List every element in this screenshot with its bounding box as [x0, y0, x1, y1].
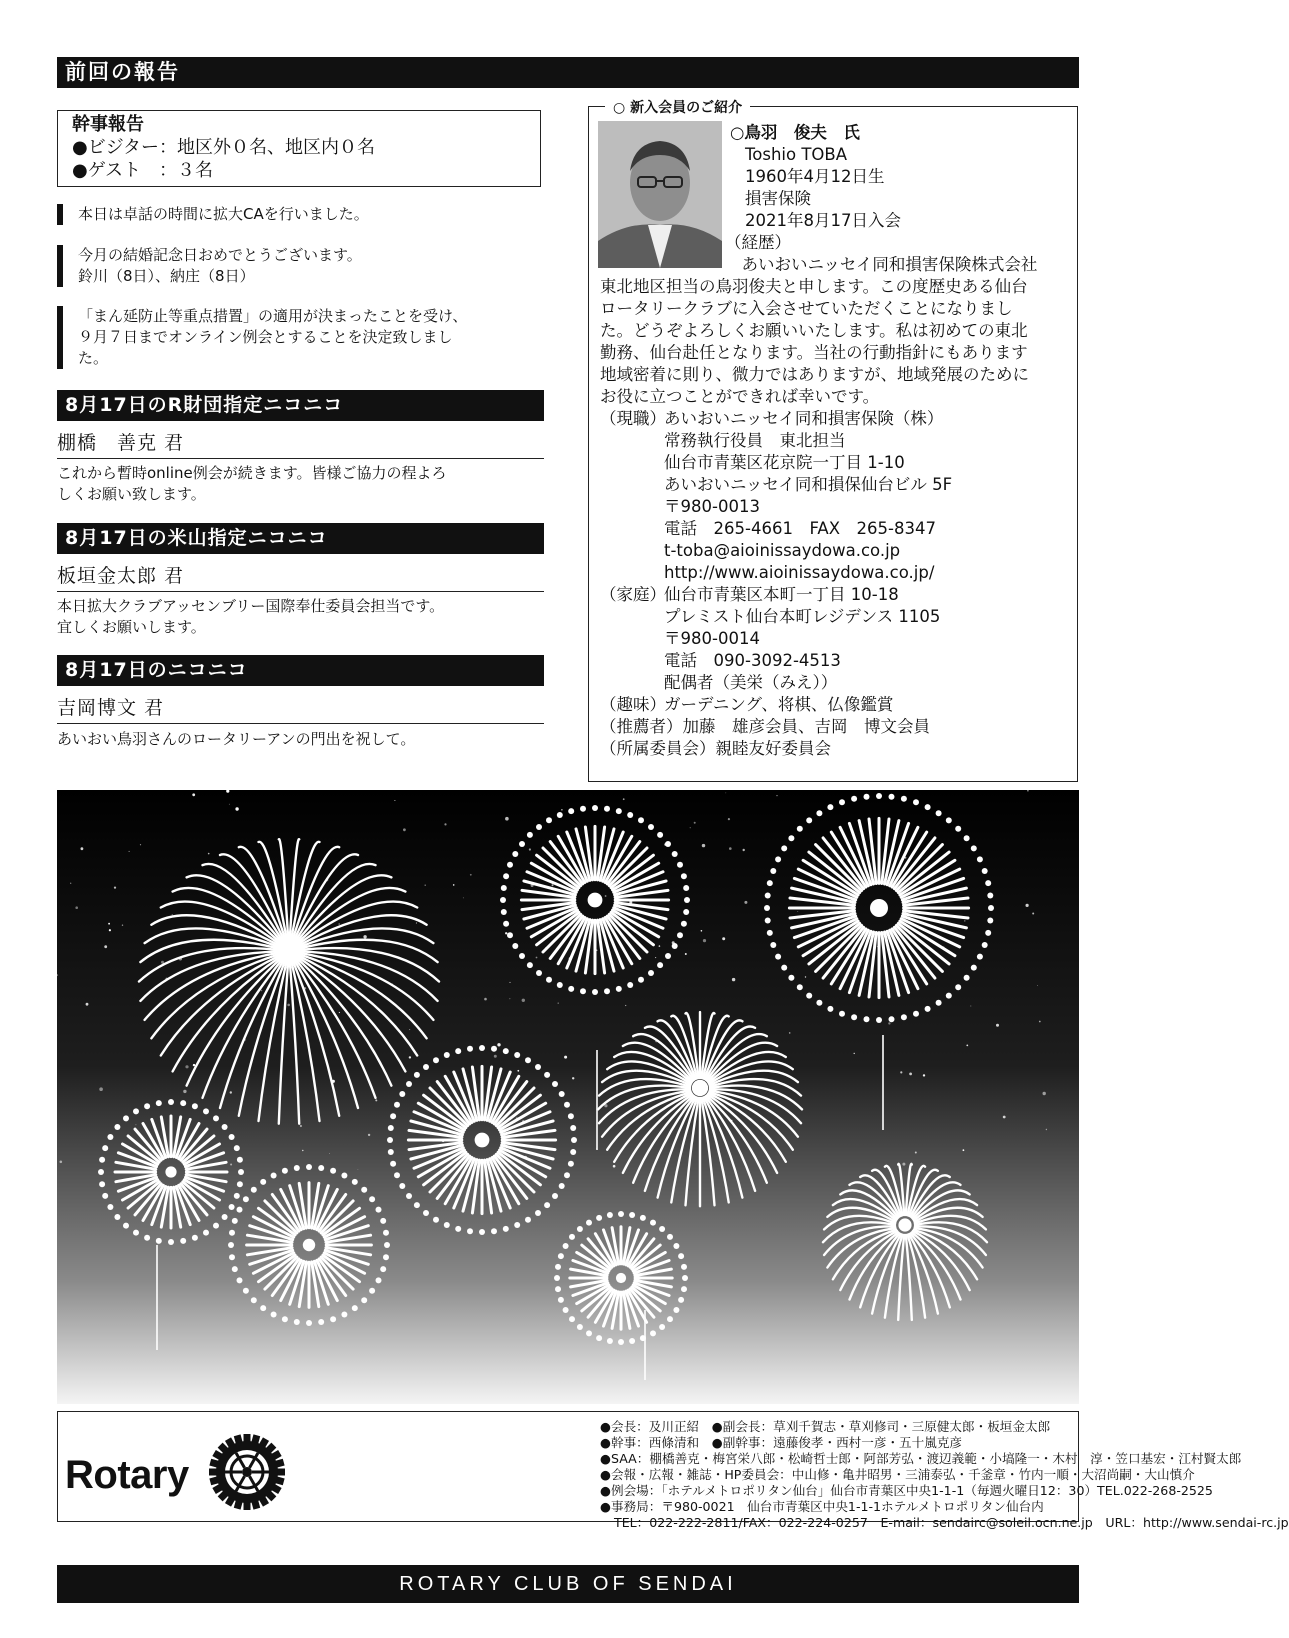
- visitor-count: ●ビジター：地区外０名、地区内０名: [72, 137, 375, 158]
- star: [114, 887, 116, 889]
- detail-value: あいおいニッセイ同和損保仙台ビル 5F: [664, 475, 953, 494]
- star: [70, 883, 71, 884]
- star: [909, 1073, 912, 1076]
- star: [425, 885, 426, 886]
- star: [701, 930, 703, 932]
- new-member-heading: ○ 新入会員のご紹介: [605, 97, 750, 117]
- star: [505, 932, 507, 934]
- footer-line: ●会報・広報・雑誌・HP委員会：中山修・亀井昭男・三浦泰弘・千釜章・竹内一順・大沼尚嗣・大山慎介: [600, 1467, 1195, 1482]
- note-line: ９月７日までオンライン例会とすることを決定致しまし: [78, 328, 453, 346]
- star: [510, 982, 511, 983]
- star: [655, 957, 656, 958]
- star: [900, 1071, 902, 1073]
- detail-row: [600, 716, 1070, 738]
- star: [690, 827, 691, 828]
- detail-value: 仙台市青葉区本町一丁目 10-18: [664, 585, 899, 604]
- detail-value: 〒980-0014: [664, 629, 760, 648]
- star: [966, 1045, 968, 1047]
- star: [183, 1090, 186, 1093]
- star: [797, 911, 798, 912]
- member-portrait-icon: [598, 121, 722, 268]
- detail-label: （推薦者）: [600, 717, 683, 736]
- note-online-meeting: [57, 306, 547, 369]
- star: [776, 795, 777, 796]
- section-person: 吉岡博文 君: [57, 693, 544, 724]
- intro-line: 1960年4月12日生: [745, 167, 885, 186]
- star: [517, 1070, 519, 1072]
- club-name-bar: ROTARY CLUB OF SENDAI: [57, 1565, 1079, 1603]
- star: [403, 828, 406, 831]
- footer-roster: [300, 1419, 1289, 1531]
- detail-value: 配偶者（美栄（みえ））: [664, 673, 838, 692]
- detail-label: （趣味）: [600, 695, 666, 714]
- section-comment: [57, 463, 547, 505]
- star: [625, 1005, 626, 1006]
- star: [484, 998, 487, 1001]
- star: [409, 1056, 411, 1058]
- star: [729, 847, 732, 850]
- star: [86, 1003, 89, 1006]
- footer-line: ●会長：及川正紹 ●副会長：草刈千賀志・草刈修司・三原健太郎・板垣金太郎: [600, 1419, 1051, 1434]
- star: [81, 847, 84, 850]
- comment-line: これから暫時online例会が続きます。皆様ご協力の程よろ: [57, 464, 447, 482]
- detail-label: （現職）: [600, 409, 666, 428]
- section-comment: [57, 729, 547, 750]
- star: [56, 974, 58, 976]
- detail-value: 加藤 雄彦会員、吉岡 博文会員: [682, 717, 930, 736]
- star: [409, 1029, 410, 1030]
- star: [522, 999, 525, 1002]
- star: [605, 895, 607, 897]
- star: [261, 990, 263, 992]
- guest-count: ●ゲスト ：３名: [72, 160, 213, 181]
- footer-line: TEL：022-222-2811/FAX：022-224-0257 E-mail：sendairc@soleil.ocn.ne.jp URL：http://www.sendai-rc.jp: [614, 1515, 1289, 1530]
- note-ca: [57, 204, 547, 225]
- star: [529, 848, 531, 850]
- star: [996, 1024, 999, 1027]
- section-person: 棚橋 善克 君: [57, 428, 544, 459]
- star: [394, 800, 395, 801]
- career-line: あいおいニッセイ同和損害保険株式会社: [725, 255, 1038, 274]
- star: [416, 923, 417, 924]
- star: [1037, 985, 1038, 986]
- star: [1043, 1092, 1046, 1095]
- detail-value: t-toba@aioinissaydowa.co.jp: [664, 541, 901, 560]
- star: [923, 1074, 925, 1076]
- detail-value: 〒980-0013: [664, 497, 760, 516]
- star: [703, 939, 706, 942]
- star: [300, 1125, 302, 1127]
- member-name: ○鳥羽 俊夫 氏: [730, 123, 860, 142]
- section-comment: [57, 596, 547, 638]
- star: [235, 807, 238, 810]
- star: [963, 1149, 965, 1151]
- note-line: 本日は卓話の時間に拡大CAを行いました。: [78, 205, 369, 223]
- star: [702, 844, 705, 847]
- star: [722, 937, 725, 940]
- footer-line: ●例会場：「ホテルメトロポリタン仙台」仙台市青葉区中央1-1-1（毎週火曜日12：30）TEL.022-268-2525: [600, 1483, 1213, 1498]
- star: [1003, 1116, 1006, 1119]
- star: [135, 1124, 136, 1125]
- star: [230, 1164, 232, 1166]
- detail-row: [600, 584, 1070, 606]
- star: [470, 874, 472, 876]
- star: [463, 898, 464, 899]
- star: [363, 935, 366, 938]
- star: [888, 1022, 890, 1024]
- detail-row: [600, 408, 1070, 430]
- career-line: 勤務、仙台赴任となります。当社の行動指針にもあります: [600, 343, 1028, 362]
- star: [1046, 1129, 1047, 1130]
- star: [854, 1053, 855, 1054]
- star: [208, 853, 210, 855]
- star: [122, 925, 123, 926]
- detail-value: 電話 265-4661 FAX 265-8347: [664, 519, 936, 538]
- star: [229, 804, 230, 805]
- star: [453, 884, 455, 886]
- star: [505, 817, 509, 821]
- secretary-report-title: 幹事報告: [72, 114, 144, 135]
- star: [728, 818, 730, 820]
- star: [789, 1032, 791, 1034]
- star: [694, 822, 696, 824]
- star: [287, 1004, 290, 1007]
- star: [494, 1055, 497, 1058]
- detail-label: （所属委員会）: [600, 739, 716, 758]
- section-heading-r-foundation: 8月17日のR財団指定ニコニコ: [57, 390, 544, 421]
- firework-burst: [228, 1164, 390, 1326]
- intro-line: Toshio TOBA: [745, 145, 848, 164]
- star: [613, 1165, 616, 1168]
- star: [1026, 904, 1029, 907]
- detail-row: [600, 694, 1070, 716]
- star: [564, 1056, 567, 1059]
- star: [230, 1091, 232, 1093]
- member-photo: [598, 121, 722, 268]
- star: [732, 978, 735, 981]
- firework-burst: [500, 805, 690, 995]
- career-line: 東北地区担当の鳥羽俊夫と申します。この度歴史ある仙台: [600, 277, 1028, 296]
- member-intro: [745, 144, 901, 232]
- member-details: [600, 408, 1070, 760]
- career-line: た。どうぞよろしくお願いいたします。私は初めての東北: [600, 321, 1028, 340]
- star: [339, 1012, 340, 1013]
- note-anniversary: [57, 245, 547, 287]
- star: [104, 945, 107, 948]
- career-label: （経歴）: [725, 233, 791, 252]
- detail-label: （家庭）: [600, 585, 666, 604]
- star: [129, 851, 130, 852]
- star: [75, 906, 78, 909]
- star: [185, 1065, 188, 1068]
- star: [140, 844, 141, 845]
- detail-value: 電話 090-3092-4513: [664, 651, 841, 670]
- star: [1032, 913, 1034, 915]
- star: [338, 923, 340, 925]
- star: [558, 1003, 559, 1004]
- comment-line: あいおい鳥羽さんのロータリーアンの門出を祝して。: [57, 730, 416, 748]
- section-person: 板垣金太郎 君: [57, 561, 544, 592]
- report-header: 前回の報告: [57, 57, 1079, 88]
- star: [1039, 1021, 1041, 1023]
- star: [226, 790, 229, 793]
- star: [561, 809, 563, 811]
- star: [99, 1087, 103, 1091]
- footer-line: ●SAA：棚橋善克・梅宮栄八郎・松崎哲士郎・阿部芳弘・渡辺義範・小塙隆一・木村 淳・笠口基宏・江村賢太郎: [600, 1451, 1242, 1466]
- career-text: [600, 254, 1070, 408]
- detail-value: 常務執行役員 東北担当: [664, 431, 846, 450]
- rotary-emblem-icon: [208, 1433, 286, 1511]
- star: [358, 1169, 359, 1170]
- star: [572, 1077, 574, 1079]
- star: [970, 1006, 971, 1007]
- star: [172, 914, 173, 915]
- career-line: 地域密着に則り、微力ではありますが、地域発展のために: [600, 365, 1029, 384]
- star: [552, 884, 554, 886]
- detail-value: 仙台市青葉区花京院一丁目 1-10: [664, 453, 905, 472]
- note-line: 今月の結婚記念日おめでとうございます。: [78, 246, 362, 264]
- section-heading-yoneyama: 8月17日の米山指定ニコニコ: [57, 523, 544, 554]
- detail-value: 親睦友好委員会: [715, 739, 831, 758]
- detail-value: プレミスト仙台本町レジデンス 1105: [664, 607, 941, 626]
- star: [536, 957, 538, 959]
- intro-line: 損害保険: [745, 189, 811, 208]
- comment-line: 宜しくお願いします。: [57, 618, 206, 636]
- star: [685, 953, 687, 955]
- note-line: 「まん延防止等重点措置」の適用が決まったことを受け、: [78, 307, 468, 325]
- footer-line: ●幹事：西條清和 ●副幹事：遠藤俊孝・西村一彦・五十嵐克彦: [600, 1435, 963, 1450]
- footer-line: ●事務局：〒980-0021 仙台市青葉区中央1-1-1ホテルメトロポリタン仙台内: [600, 1499, 1044, 1514]
- star: [964, 920, 965, 921]
- firework-burst: [387, 1045, 577, 1235]
- firework-burst: [764, 793, 994, 1023]
- star: [192, 793, 195, 796]
- star: [805, 976, 806, 977]
- star: [109, 929, 111, 931]
- star: [659, 945, 661, 947]
- career-line: ロータリークラブに入会させていただくことになりまし: [600, 299, 1013, 318]
- detail-value: あいおいニッセイ同和損害保険（株）: [664, 409, 944, 428]
- detail-value: ガーデニング、将棋、仏像鑑賞: [664, 695, 894, 714]
- career-line: お役に立つことができれば幸いです。: [600, 387, 880, 406]
- detail-value: http://www.aioinissaydowa.co.jp/: [664, 563, 935, 582]
- fireworks-illustration: [57, 790, 1079, 1404]
- star: [60, 1161, 63, 1164]
- star: [902, 1163, 905, 1166]
- star: [108, 923, 110, 925]
- star: [510, 998, 511, 999]
- secretary-report-box: [57, 110, 541, 187]
- section-heading-nikoniko: 8月17日のニコニコ: [57, 655, 544, 686]
- comment-line: しくお願い致します。: [57, 485, 206, 503]
- rotary-logo-text: Rotary: [65, 1453, 189, 1497]
- star: [915, 1152, 917, 1154]
- star: [497, 1043, 500, 1046]
- star: [444, 823, 446, 825]
- star: [623, 798, 625, 800]
- star: [302, 1150, 303, 1151]
- comment-line: 本日拡大クラブアッセンブリー国際奉仕委員会担当です。: [57, 597, 445, 615]
- note-line: 鈴川（8日）、納庄（8日）: [78, 267, 255, 285]
- note-line: た。: [78, 349, 109, 367]
- star: [725, 793, 726, 794]
- star: [329, 1153, 330, 1154]
- star: [1027, 790, 1029, 792]
- star: [368, 1134, 370, 1136]
- star: [743, 849, 745, 851]
- star: [375, 1099, 377, 1101]
- intro-line: 2021年8月17日入会: [745, 211, 901, 230]
- detail-row: [600, 738, 1070, 760]
- star: [744, 901, 747, 904]
